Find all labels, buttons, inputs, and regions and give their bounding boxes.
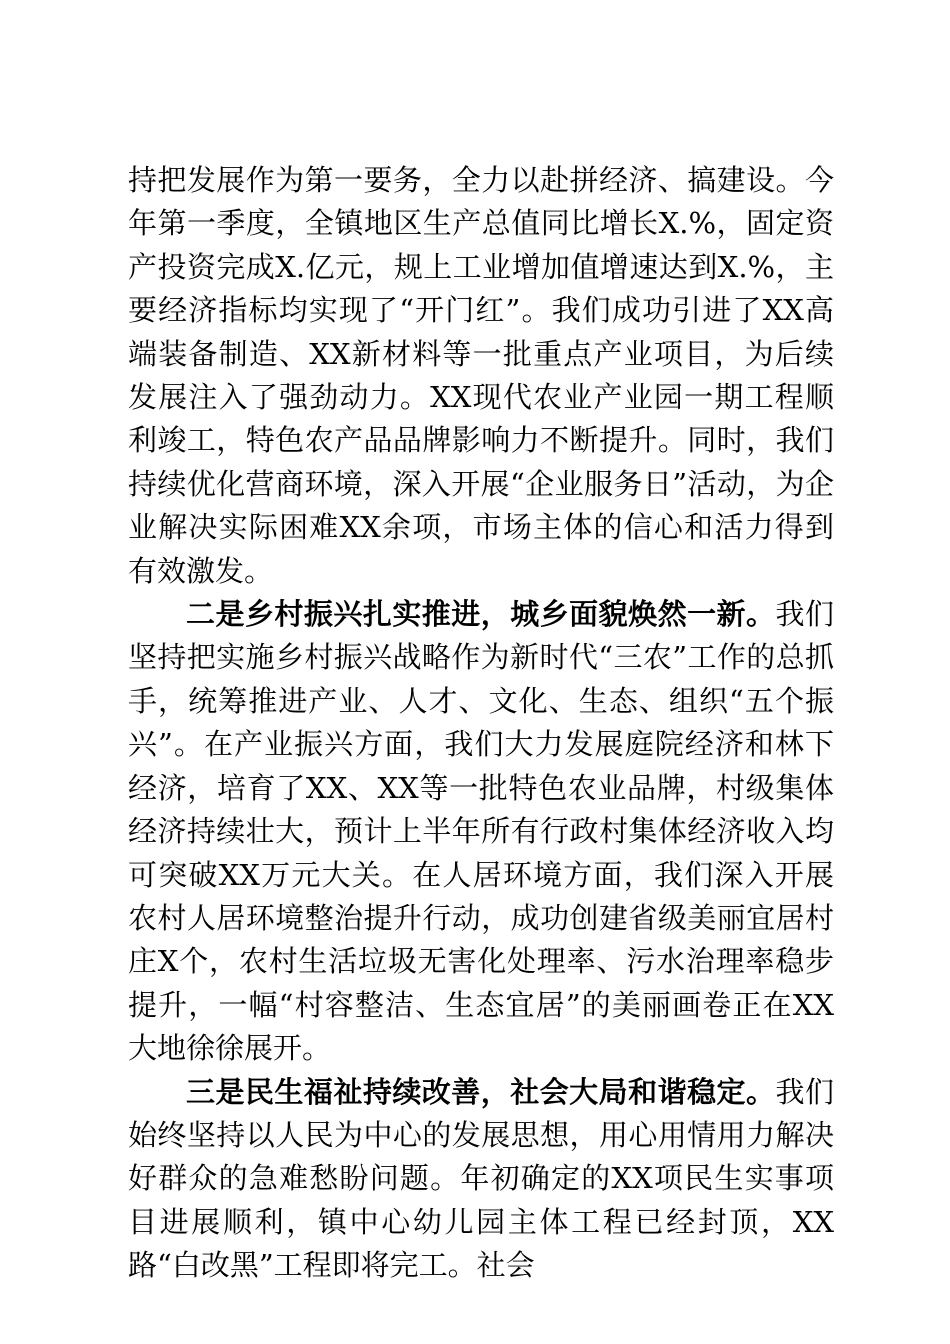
paragraph-heading: 三是民生福祉持续改善，社会大局和谐稳定。 [186, 1074, 776, 1109]
paragraph-livelihood [128, 1071, 834, 1288]
document-body [128, 159, 834, 1288]
paragraph-text: 我们坚持把实施乡村振兴战略作为新时代“三农”工作的总抓手，统筹推进产业、人才、文化、生态、组织“五个振兴”。在产业振兴方面，我们大力发展庭院经济和林下经济，培育了XX、XX等一批特色农业品牌，村级集体经济持续壮大，预计上半年所有行政村集体经济收入均可突破XX万元大关。在人居环境方面，我们深入开展农村人居环境整治提升行动，成功创建省级美丽宜居村庄X个，农村生活垃圾无害化处理率、污水治理率稳步提升，一幅“村容整洁、生态宜居”的美丽画卷正在XX大地徐徐展开。 [128, 597, 834, 1066]
paragraph-text: 我们始终坚持以人民为中心的发展思想，用心用情用力解决好群众的急难愁盼问题。年初确定的XX项民生实事项目进展顺利，镇中心幼儿园主体工程已经封顶，XX路“白改黑”工程即将完工。社会 [128, 1074, 834, 1283]
paragraph-rural-revitalization [128, 593, 834, 1070]
paragraph-text: 持把发展作为第一要务，全力以赴拼经济、搞建设。今年第一季度，全镇地区生产总值同比增长X.%，固定资产投资完成X.亿元，规上工业增加值增速达到X.%，主要经济指标均实现了“开门红”。我们成功引进了XX高端装备制造、XX新材料等一批重点产业项目，为后续发展注入了强劲动力。XX现代农业产业园一期工程顺利竣工，特色农产品品牌影响力不断提升。同时，我们持续优化营商环境，深入开展“企业服务日”活动，为企业解决实际困难XX余项，市场主体的信心和活力得到有效激发。 [128, 163, 834, 588]
paragraph-economy [128, 159, 834, 593]
paragraph-heading: 二是乡村振兴扎实推进，城乡面貌焕然一新。 [186, 597, 776, 632]
